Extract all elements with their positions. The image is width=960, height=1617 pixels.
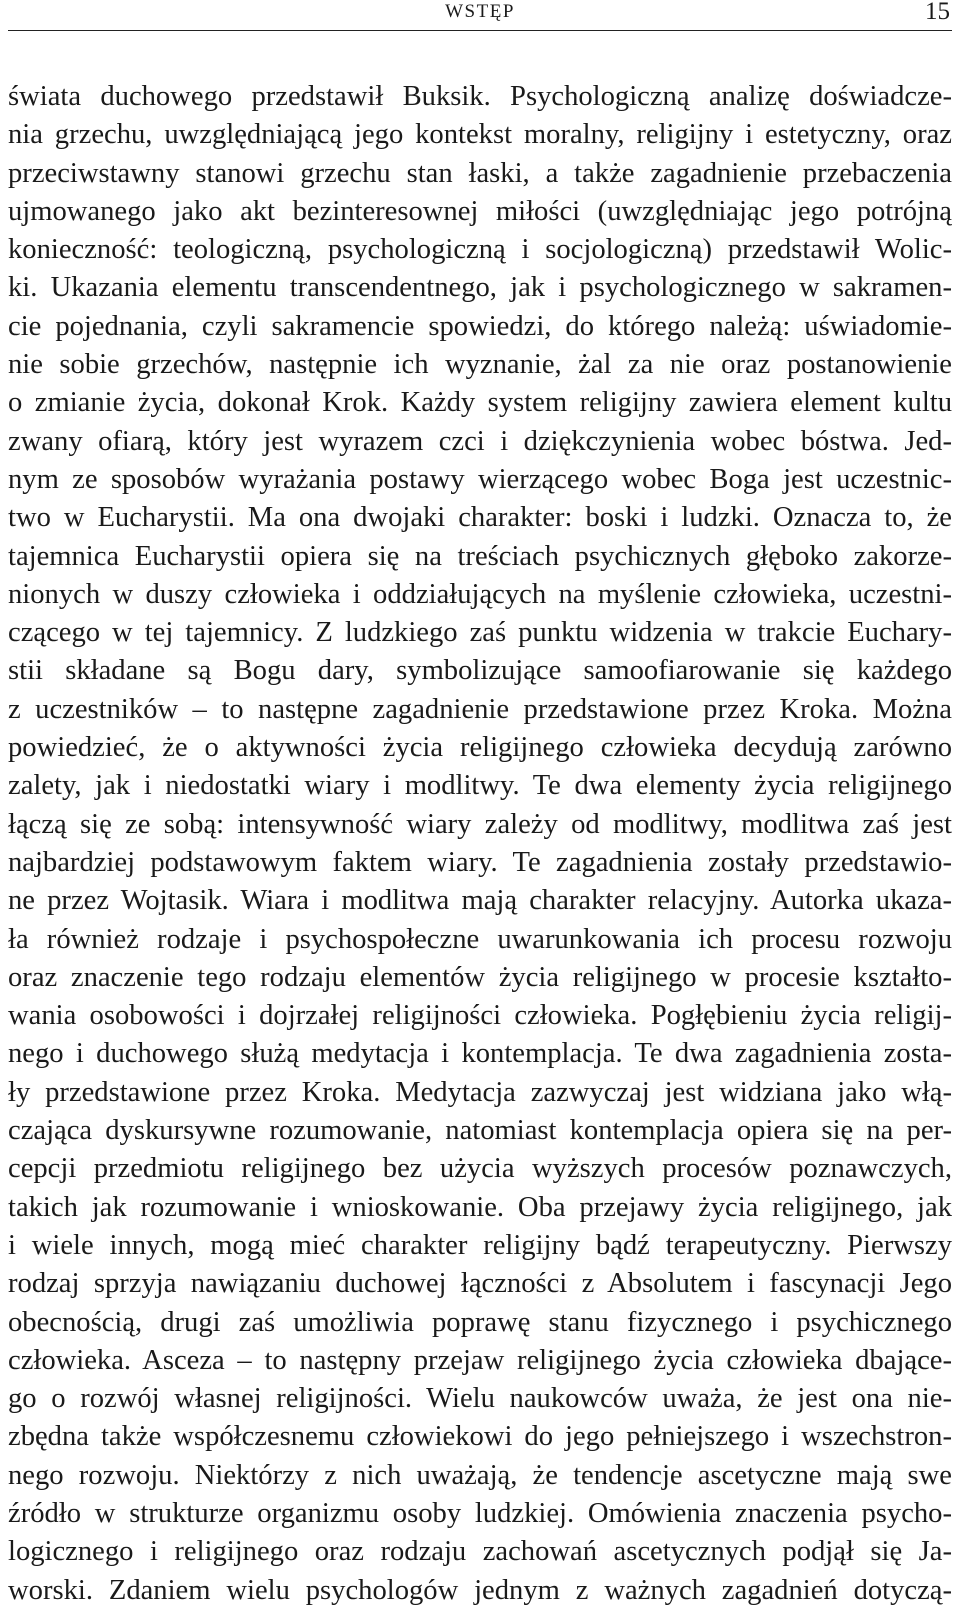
text-line: i wiele innych, mogą mieć charakter religijny bądź terapeutyczny. Pierwszy [8,1229,952,1261]
text-line: tajemnica Eucharystii opiera się na treściach psychicznych głęboko zakorze- [8,540,952,572]
text-line: go o rozwój własnej religijności. Wielu naukowców uważa, że jest ona nie- [8,1383,952,1415]
text-line: cie pojednania, czyli sakramencie spowiedzi, do którego należą: uświadomie- [8,310,952,342]
text-line: logicznego i religijnego oraz rodzaju zachowań ascetycznych podjął się Ja- [8,1536,952,1568]
text-line: zbędna także współczesnemu człowiekowi do jego pełniejszego i wszechstron- [8,1421,952,1453]
text-line: najbardziej podstawowym faktem wiary. Te zagadnienia zostały przedstawio- [8,846,952,878]
body-paragraph [8,78,952,1610]
text-line: nionych w duszy człowieka i oddziałujących na myślenie człowieka, uczestni- [8,578,952,610]
text-line: obecnością, drugi zaś umożliwia poprawę stanu fizycznego i psychicznego [8,1306,952,1338]
text-line: nie sobie grzechów, następnie ich wyznanie, żal za nie oraz postanowienie [8,349,952,381]
text-line: zalety, jak i niedostatki wiary i modlitwy. Te dwa elementy życia religijnego [8,770,952,802]
text-line: źródło w strukturze organizmu osoby ludzkiej. Omówienia znaczenia psycho- [8,1497,952,1529]
section-title: WSTĘP [445,1,515,22]
text-line: człowieka. Asceza – to następny przejaw religijnego życia człowieka dbające- [8,1344,952,1376]
text-line: ła również rodzaje i psychospołeczne uwarunkowania ich procesu rozwoju [8,923,952,955]
text-line: z uczestników – to następne zagadnienie przedstawione przez Kroka. Można [8,693,952,725]
text-line: oraz znaczenie tego rodzaju elementów życia religijnego w procesie kształto- [8,961,952,993]
text-line: konieczność: teologiczną, psychologiczną i socjologiczną) przedstawił Wolic- [8,234,952,266]
text-line: nia grzechu, uwzględniającą jego kontekst moralny, religijny i estetyczny, oraz [8,119,952,151]
text-line: worski. Zdaniem wielu psychologów jednym z ważnych zagadnień dotyczą- [8,1574,952,1606]
text-line: wania osobowości i dojrzałej religijności człowieka. Pogłębieniu życia religij- [8,1000,952,1032]
running-header [8,0,952,31]
text-line: ne przez Wojtasik. Wiara i modlitwa mają charakter relacyjny. Autorka ukaza- [8,885,952,917]
text-line: cepcji przedmiotu religijnego bez użycia wyższych procesów poznawczych, [8,1153,952,1185]
text-line: takich jak rozumowanie i wnioskowanie. Oba przejawy życia religijnego, jak [8,1191,952,1223]
text-line: stii składane są Bogu dary, symbolizujące samoofiarowanie się każdego [8,655,952,687]
text-line: przeciwstawny stanowi grzechu stan łaski, a także zagadnienie przebaczenia [8,157,952,189]
text-line: ły przedstawione przez Kroka. Medytacja zazwyczaj jest widziana jako włą- [8,1076,952,1108]
text-line: świata duchowego przedstawił Buksik. Psychologiczną analizę doświadcze- [8,81,952,112]
text-line: o zmianie życia, dokonał Krok. Każdy system religijny zawiera element kultu [8,387,952,419]
text-line: ki. Ukazania elementu transcendentnego, jak i psychologicznego w sakramen- [8,272,952,304]
text-line: ujmowanego jako akt bezinteresownej miłości (uwzględniając jego potrójną [8,195,952,227]
text-line: nym ze sposobów wyrażania postawy wierzącego wobec Boga jest uczestnic- [8,463,952,495]
text-line: czącego w tej tajemnicy. Z ludzkiego zaś punktu widzenia w trakcie Euchary- [8,617,952,649]
text-line: zwany ofiarą, który jest wyrazem czci i dziękczynienia wobec bóstwa. Jed- [8,425,952,457]
text-line: łączą się ze sobą: intensywność wiary zależy od modlitwy, modlitwa zaś jest [8,808,952,840]
text-line: rodzaj sprzyja nawiązaniu duchowej łączności z Absolutem i fascynacji Jego [8,1268,952,1300]
page-number: 15 [925,0,950,25]
text-line: czająca dyskursywne rozumowanie, natomiast kontemplacja opiera się na per- [8,1115,952,1147]
text-line: nego i duchowego służą medytacja i kontemplacja. Te dwa zagadnienia zosta- [8,1038,952,1070]
text-line: nego rozwoju. Niektórzy z nich uważają, że tendencje ascetyczne mają swe [8,1459,952,1491]
text-line: two w Eucharystii. Ma ona dwojaki charakter: boski i ludzki. Oznacza to, że [8,502,952,534]
text-line: powiedzieć, że o aktywności życia religijnego człowieka decydują zarówno [8,732,952,764]
